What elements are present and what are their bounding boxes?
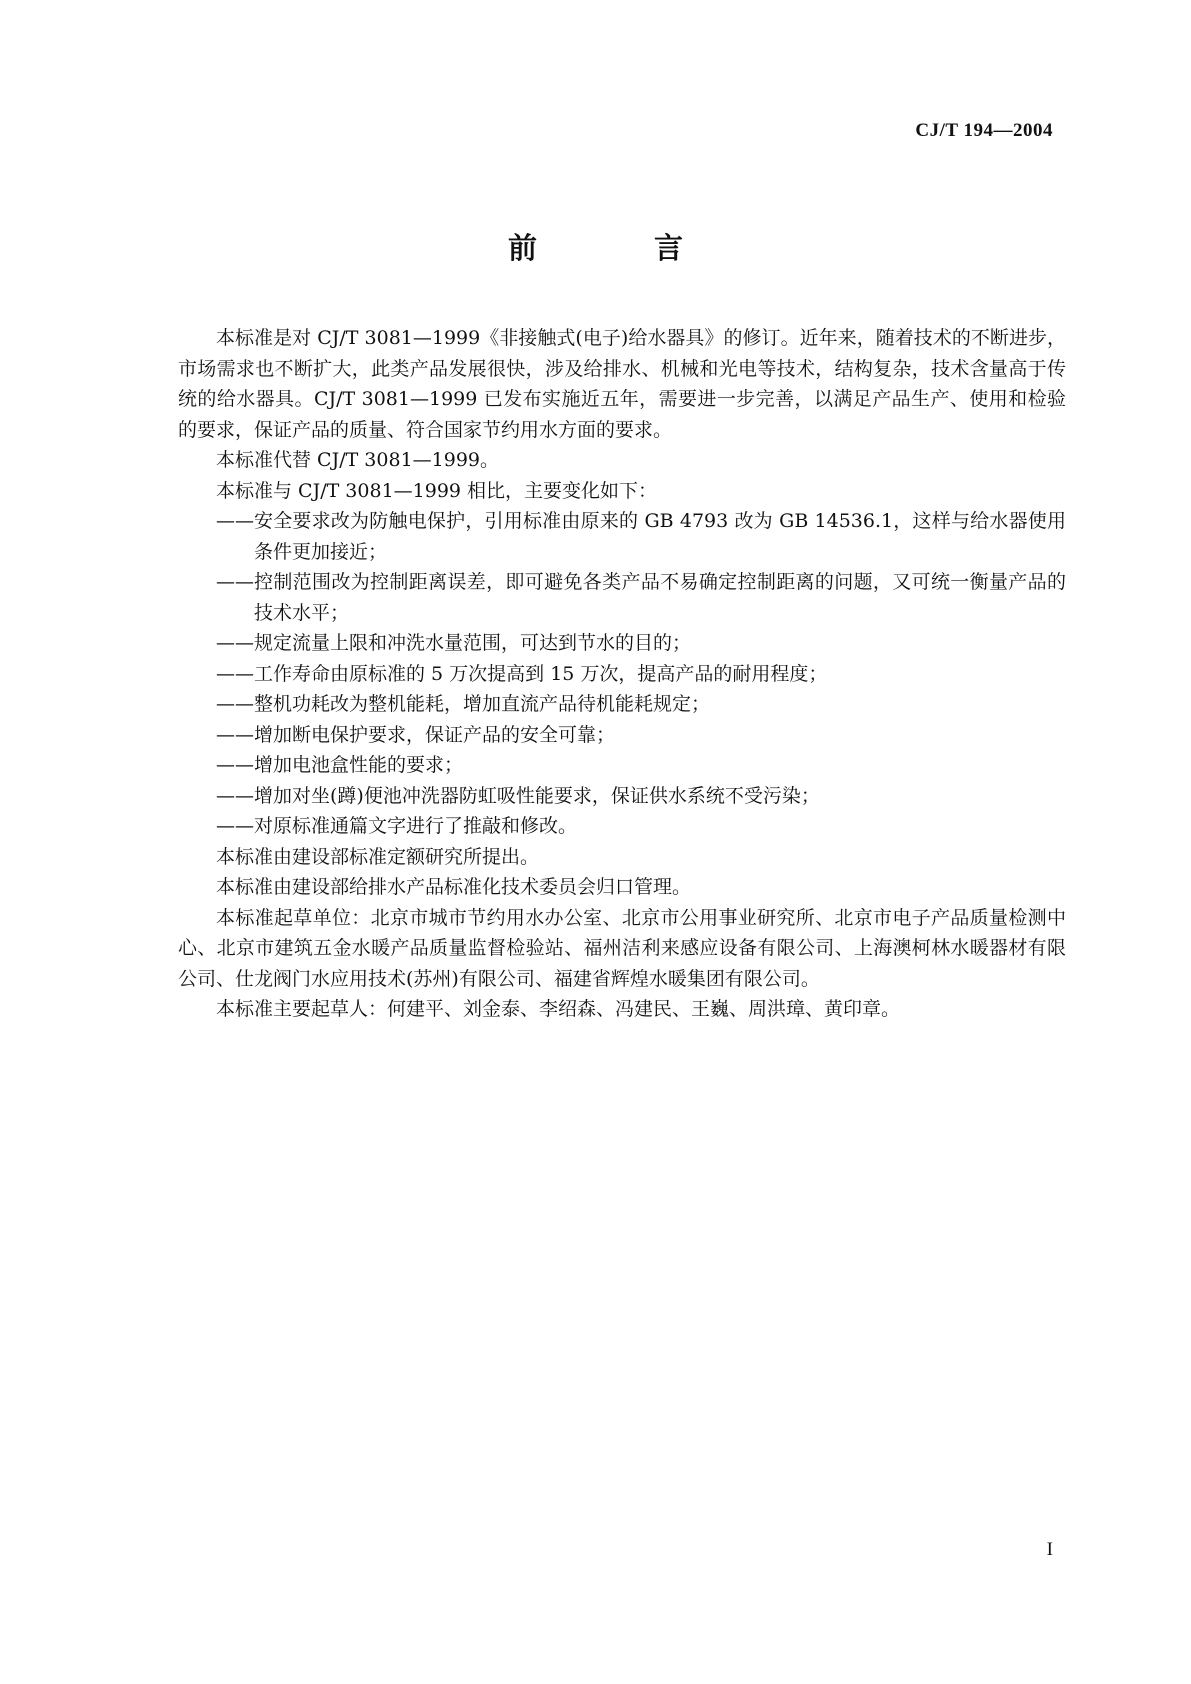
paragraph-replaces: 本标准代替 CJ/T 3081—1999。: [216, 449, 500, 471]
change-item: [216, 567, 1066, 628]
dash-marker: ——: [216, 754, 254, 776]
change-item-text: 增加断电保护要求，保证产品的安全可靠；: [254, 723, 616, 746]
change-item: [216, 750, 1066, 781]
change-item: [216, 689, 1066, 720]
paragraph-managed-by: 本标准由建设部给排水产品标准化技术委员会归口管理。: [216, 876, 692, 898]
paragraph-drafting-units: 本标准起草单位：北京市城市节约用水办公室、北京市公用事业研究所、北京市电子产品质量检测中心、北京市建筑五金水暖产品质量监督检验站、福州洁利来感应设备有限公司、上海澳柯林水暖器材有限公司、仕龙阀门水应用技术(苏州)有限公司、福建省辉煌水暖集团有限公司。: [178, 906, 1066, 990]
dash-marker: ——: [216, 693, 254, 715]
dash-marker: ——: [216, 662, 254, 685]
change-item-text: 对原标准通篇文字进行了推敲和修改。: [254, 815, 578, 837]
change-item-text: 整机功耗改为整机能耗，增加直流产品待机能耗规定；: [254, 693, 711, 715]
change-item: [216, 628, 1066, 659]
dash-marker: ——: [216, 815, 254, 837]
standard-code: CJ/T 194—2004: [915, 120, 1053, 141]
change-item: [216, 720, 1066, 751]
change-list: [178, 506, 1066, 842]
change-item-text: 规定流量上限和冲洗水量范围，可达到节水的目的；: [254, 632, 692, 654]
paragraph-proposed-by: 本标准由建设部标准定额研究所提出。: [216, 845, 540, 868]
change-item-text: 安全要求改为防触电保护，引用标准由原来的 GB 4793 改为 GB 14536.1，这样与给水器使用条件更加接近；: [254, 510, 1066, 563]
page-title: 前 言: [507, 231, 727, 265]
dash-marker: ——: [216, 632, 254, 654]
paragraph-changes-heading: 本标准与 CJ/T 3081—1999 相比，主要变化如下：: [216, 479, 658, 502]
change-item-text: 控制范围改为控制距离误差，即可避免各类产品不易确定控制距离的问题，又可统一衡量产品的技术水平；: [254, 571, 1066, 624]
change-item-text: 增加对坐(蹲)便池冲洗器防虹吸性能要求，保证供水系统不受污染；: [254, 784, 820, 807]
change-item: [216, 659, 1066, 690]
dash-marker: ——: [216, 571, 254, 593]
change-item-text: 工作寿命由原标准的 5 万次提高到 15 万次，提高产品的耐用程度；: [254, 662, 828, 685]
dash-marker: ——: [216, 784, 254, 807]
paragraph-revision-intro: 本标准是对 CJ/T 3081—1999《非接触式(电子)给水器具》的修订。近年来，随着技术的不断进步，市场需求也不断扩大，此类产品发展很快，涉及给排水、机械和光电等技术，结构复杂，技术含量高于传统的给水器具。CJ/T 3081—1999 已发布实施近五年，需要进一步完善，以满足产品生产、使用和检验的要求，保证产品的质量、符合国家节约用水方面的要求。: [178, 327, 1066, 441]
change-item-text: 增加电池盒性能的要求；: [254, 754, 464, 776]
page-number: I: [1046, 1539, 1053, 1560]
change-item: [216, 811, 1066, 842]
dash-marker: ——: [216, 723, 254, 746]
change-item: [216, 506, 1066, 567]
change-item: [216, 781, 1066, 812]
paragraph-drafters: 本标准主要起草人：何建平、刘金泰、李绍森、冯建民、王巍、周洪璋、黄印章。: [216, 998, 901, 1020]
dash-marker: ——: [216, 510, 254, 532]
document-body: [178, 323, 1066, 1025]
